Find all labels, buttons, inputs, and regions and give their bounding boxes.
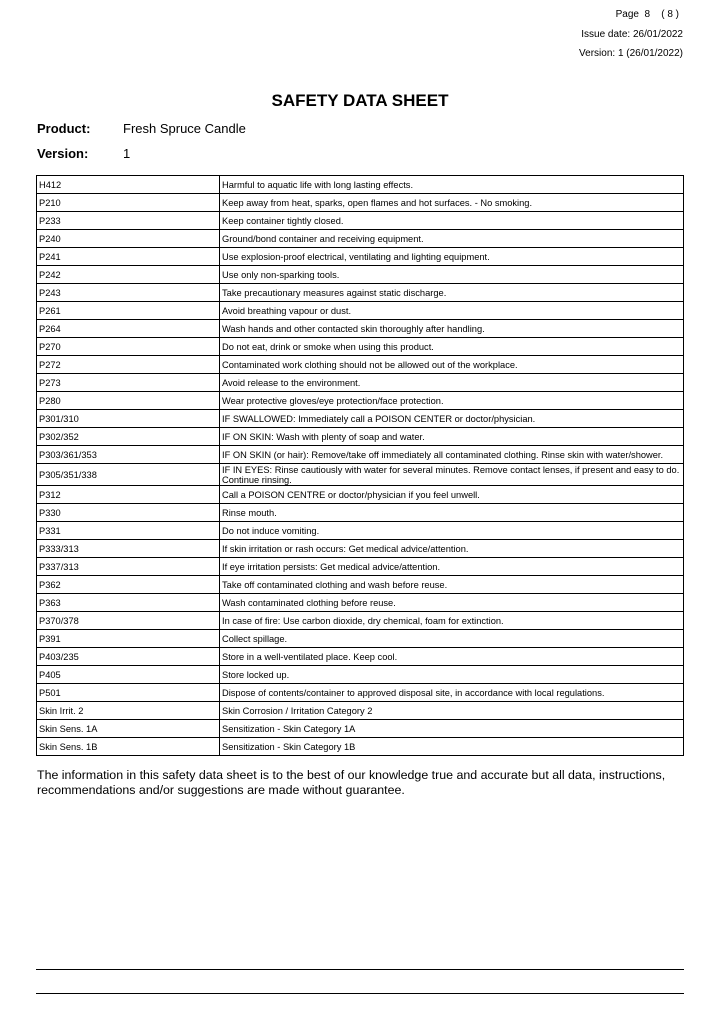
table-row — [37, 558, 684, 576]
statement-code: P233 — [37, 212, 220, 230]
statement-code: P261 — [37, 302, 220, 320]
statement-code: P243 — [37, 284, 220, 302]
statement-code: P280 — [37, 392, 220, 410]
table-row — [37, 428, 684, 446]
statement-code: P331 — [37, 522, 220, 540]
statement-text: Sensitization - Skin Category 1B — [220, 738, 684, 756]
table-row — [37, 702, 684, 720]
statement-text: Store in a well-ventilated place. Keep cool. — [220, 648, 684, 666]
table-row — [37, 284, 684, 302]
statement-code: P240 — [37, 230, 220, 248]
statement-code: P210 — [37, 194, 220, 212]
statement-code: P241 — [37, 248, 220, 266]
table-row — [37, 374, 684, 392]
table-row — [37, 302, 684, 320]
version-label: Version: — [37, 146, 89, 161]
statement-code: P272 — [37, 356, 220, 374]
issue-date: Issue date: 26/01/2022 — [581, 29, 683, 40]
table-row — [37, 720, 684, 738]
statement-code: P305/351/338 — [37, 464, 220, 486]
statement-text: In case of fire: Use carbon dioxide, dry chemical, foam for extinction. — [220, 612, 684, 630]
statement-text: Wear protective gloves/eye protection/face protection. — [220, 392, 684, 410]
table-row — [37, 392, 684, 410]
table-row — [37, 230, 684, 248]
footer-divider — [36, 993, 684, 994]
statement-code: Skin Sens. 1A — [37, 720, 220, 738]
statement-code: P362 — [37, 576, 220, 594]
footer-divider — [36, 969, 684, 970]
statement-code: P301/310 — [37, 410, 220, 428]
table-row — [37, 194, 684, 212]
statement-text: Call a POISON CENTRE or doctor/physician if you feel unwell. — [220, 486, 684, 504]
statement-text: Wash hands and other contacted skin thoroughly after handling. — [220, 320, 684, 338]
statement-code: Skin Sens. 1B — [37, 738, 220, 756]
statement-text: Harmful to aquatic life with long lasting effects. — [220, 176, 684, 194]
version-value: 1 — [123, 146, 131, 161]
statement-code: P302/352 — [37, 428, 220, 446]
statement-text: Collect spillage. — [220, 630, 684, 648]
table-row — [37, 410, 684, 428]
statement-text: Take off contaminated clothing and wash before reuse. — [220, 576, 684, 594]
statement-code: P370/378 — [37, 612, 220, 630]
statement-code: P264 — [37, 320, 220, 338]
statement-text: Dispose of contents/container to approved disposal site, in accordance with local regulations. — [220, 684, 684, 702]
product-label: Product: — [37, 121, 91, 136]
statement-code: P333/313 — [37, 540, 220, 558]
statement-text: Avoid breathing vapour or dust. — [220, 302, 684, 320]
table-row — [37, 464, 684, 486]
version-date: Version: 1 (26/01/2022) — [579, 48, 683, 59]
statement-text: Store locked up. — [220, 666, 684, 684]
table-row — [37, 630, 684, 648]
statement-code: P270 — [37, 338, 220, 356]
statement-code: H412 — [37, 176, 220, 194]
table-row — [37, 684, 684, 702]
statement-code: P242 — [37, 266, 220, 284]
statement-code: P337/313 — [37, 558, 220, 576]
table-row — [37, 338, 684, 356]
statement-text: Wash contaminated clothing before reuse. — [220, 594, 684, 612]
statement-code: P303/361/353 — [37, 446, 220, 464]
table-row — [37, 594, 684, 612]
table-row — [37, 446, 684, 464]
statement-text: IF IN EYES: Rinse cautiously with water for several minutes. Remove contact lenses, if present and easy to do. Continue rinsing. — [220, 464, 684, 486]
statement-code: P405 — [37, 666, 220, 684]
statement-text: Do not eat, drink or smoke when using this product. — [220, 338, 684, 356]
statement-text: Use explosion-proof electrical, ventilating and lighting equipment. — [220, 248, 684, 266]
statement-text: IF ON SKIN (or hair): Remove/take off immediately all contaminated clothing. Rinse skin with water/shower. — [220, 446, 684, 464]
table-row — [37, 320, 684, 338]
table-row — [37, 648, 684, 666]
statement-text: IF ON SKIN: Wash with plenty of soap and water. — [220, 428, 684, 446]
statement-code: P363 — [37, 594, 220, 612]
statement-text: Use only non-sparking tools. — [220, 266, 684, 284]
statement-text: If skin irritation or rash occurs: Get medical advice/attention. — [220, 540, 684, 558]
table-row — [37, 738, 684, 756]
statement-code: P330 — [37, 504, 220, 522]
statement-text: Keep away from heat, sparks, open flames and hot surfaces. - No smoking. — [220, 194, 684, 212]
statement-text: Rinse mouth. — [220, 504, 684, 522]
table-row — [37, 356, 684, 374]
statement-text: Sensitization - Skin Category 1A — [220, 720, 684, 738]
disclaimer-text: The information in this safety data sheet is to the best of our knowledge true and accurate but all data, instructions, recommendations and/or suggestions are made without guarantee. — [37, 768, 666, 797]
statement-code: Skin Irrit. 2 — [37, 702, 220, 720]
statement-text: Keep container tightly closed. — [220, 212, 684, 230]
statement-code: P391 — [37, 630, 220, 648]
table-row — [37, 486, 684, 504]
statement-code: P501 — [37, 684, 220, 702]
table-row — [37, 266, 684, 284]
table-row — [37, 540, 684, 558]
statement-code: P403/235 — [37, 648, 220, 666]
table-row — [37, 612, 684, 630]
table-row — [37, 176, 684, 194]
statement-text: Take precautionary measures against static discharge. — [220, 284, 684, 302]
statement-code: P273 — [37, 374, 220, 392]
table-row — [37, 576, 684, 594]
statement-text: IF SWALLOWED: Immediately call a POISON CENTER or doctor/physician. — [220, 410, 684, 428]
document-title: SAFETY DATA SHEET — [271, 91, 449, 110]
statement-code: P312 — [37, 486, 220, 504]
statement-text: Skin Corrosion / Irritation Category 2 — [220, 702, 684, 720]
table-row — [37, 504, 684, 522]
table-row — [37, 248, 684, 266]
statement-text: If eye irritation persists: Get medical advice/attention. — [220, 558, 684, 576]
statement-text: Ground/bond container and receiving equipment. — [220, 230, 684, 248]
product-value: Fresh Spruce Candle — [123, 121, 246, 136]
statement-text: Do not induce vomiting. — [220, 522, 684, 540]
hazard-statements-table — [36, 175, 684, 756]
page-number: Page 8 ( 8 ) — [615, 9, 679, 20]
statement-text: Contaminated work clothing should not be allowed out of the workplace. — [220, 356, 684, 374]
table-row — [37, 212, 684, 230]
statement-text: Avoid release to the environment. — [220, 374, 684, 392]
table-row — [37, 522, 684, 540]
table-row — [37, 666, 684, 684]
